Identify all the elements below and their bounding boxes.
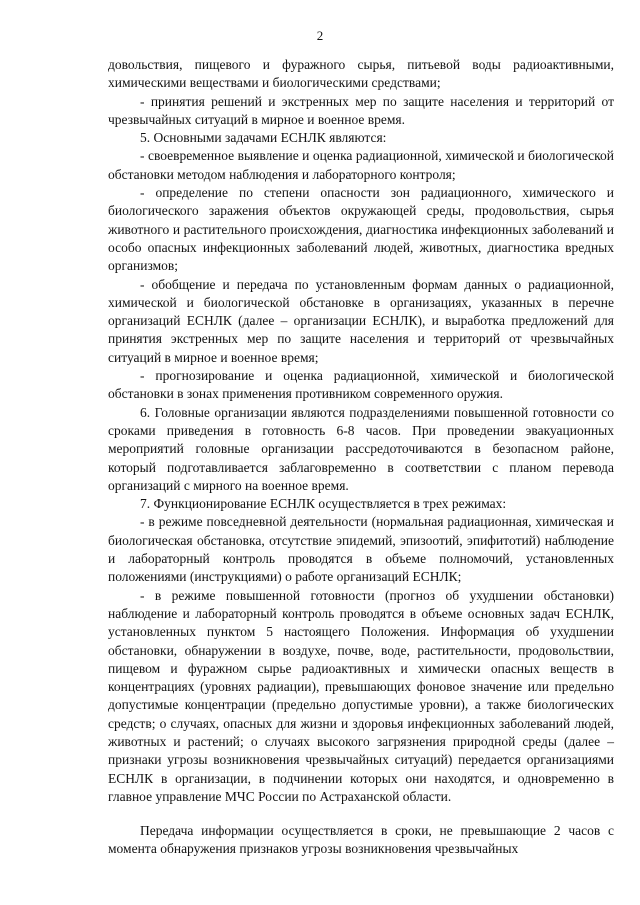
- paragraph-section-5: 5. Основными задачами ЕСНЛК являются:: [140, 130, 387, 146]
- paragraph-task-forecast: - прогнозирование и оценка радиационной, химической и биологической обстановки в зонах применения противником современного оружия.: [108, 368, 614, 402]
- paragraph-continuation: довольствия, пищевого и фуражного сырья, питьевой воды радиоактивными, химическими веществами и биологическими средствами;: [108, 57, 614, 91]
- page-number: 2: [316, 28, 324, 43]
- document-body: [108, 56, 614, 859]
- paragraph-mode-readiness: - в режиме повышенной готовности (прогноз об ухудшении обстановки) наблюдение и лабораторный контроль проводятся в объеме основных задач ЕСНЛК, установленных пунктом 5 настоящего Положения. Информация об ухудшении обстановки, обнаружении в воздухе, почве, воде, растительности, продовольствии, пищевом и фуражном сырье радиоактивных и химически опасных веществ в концентрациях (уровнях радиации), превышающих фоновое значение или предельно допустимые концентрации (предельно допустимые уровни), а также биологических средств; о случаях, опасных для жизни и здоровья инфекционных заболеваний людей, животных и растений; о случаях высокого загрязнения природной среды (далее – признаки угрозы возникновения чрезвычайных ситуаций) передается организациями ЕСНЛК в организации, в подчинении которых они находятся, и одновременно в главное управление МЧС России по Астраханской области.: [108, 587, 614, 804]
- paragraph-section-6: 6. Головные организации являются подразделениями повышенной готовности со сроками приведения в готовность 6-8 часов. При проведении эвакуационных мероприятий головные организации рассредоточиваются в безопасном районе, который подготавливается заблаговременно в соответствии с планом перевода организаций с мирного на военное время.: [108, 404, 614, 493]
- paragraph-mode-daily: - в режиме повседневной деятельности (нормальная радиационная, химическая и биологическая обстановка, отсутствие эпидемий, эпизоотий, эпифитотий) наблюдение и лабораторный контроль проводятся в объеме полномочий, установленных положениями (инструкциями) о работе организаций ЕСНЛК;: [108, 514, 614, 585]
- paragraph-section-7: 7. Функционирование ЕСНЛК осуществляется в трех режимах:: [140, 496, 507, 512]
- paragraph-decisions: - принятия решений и экстренных мер по защите населения и территорий от чрезвычайных ситуаций в мирное и военное время.: [108, 93, 614, 127]
- paragraph-task-detection: - своевременное выявление и оценка радиационной, химической и биологической обстановки методом наблюдения и лабораторного контроля;: [108, 148, 614, 182]
- paragraph-task-zones: - определение по степени опасности зон радиационного, химического и биологического заражения объектов окружающей среды, продовольствия, сырья животного и растительного происхождения, диагностика инфекционных заболеваний и особо опасных инфекционных заболеваний людей, животных, диагностика вредных организмов;: [108, 185, 614, 274]
- paragraph-info-transfer: Передача информации осуществляется в сроки, не превышающие 2 часов с момента обнаружения признаков угрозы возникновения чрезвычайных: [108, 823, 614, 857]
- paragraph-task-reporting: - обобщение и передача по установленным формам данных о радиационной, химической и биологической обстановке в организациях, указанных в перечне организаций ЕСНЛК (далее – организации ЕСНЛК), и выработка предложений для принятия экстренных мер по защите населения и территорий от чрезвычайных ситуаций в мирное и военное время;: [108, 276, 614, 365]
